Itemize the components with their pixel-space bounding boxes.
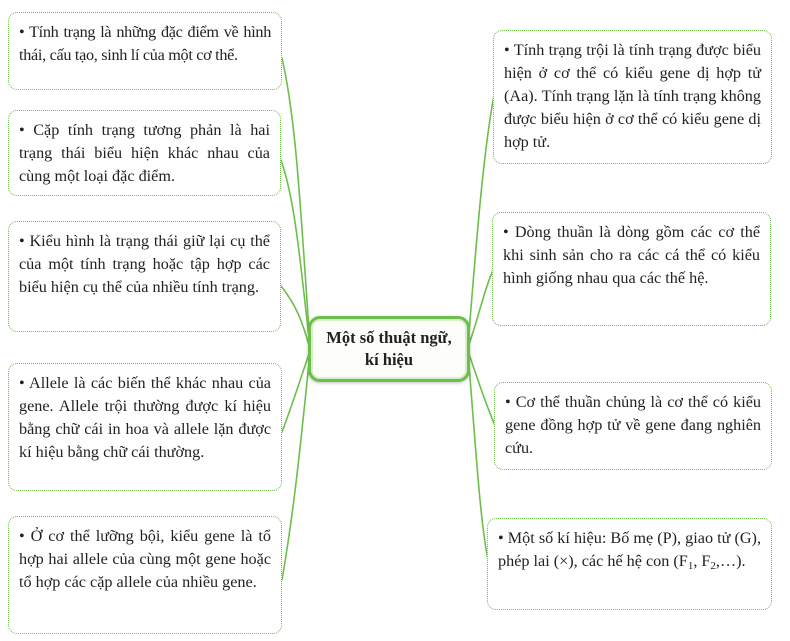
term-box-genotype bbox=[8, 516, 282, 634]
central-topic-line2: kí hiệu bbox=[364, 350, 414, 369]
symbols-sub-1: 1 bbox=[687, 560, 694, 572]
connector-left-1 bbox=[282, 58, 310, 345]
term-text-phenotype: • Kiểu hình là trạng thái giữ lại cụ thể của một tính trạng hoặc tập hợp các biểu hiện cụ thể của nhiều tính trạng. bbox=[19, 232, 270, 296]
term-box-symbols bbox=[487, 518, 772, 610]
symbols-text-end: ,…). bbox=[715, 552, 746, 570]
connector-right-3 bbox=[468, 351, 496, 428]
term-text-symbols bbox=[498, 527, 761, 573]
symbols-text-mid: , F bbox=[693, 552, 711, 570]
central-topic bbox=[308, 316, 470, 382]
term-text-purebred: • Cơ thể thuần chủng là cơ thể có kiểu gene đồng hợp tử về gene đang nghiên cứu. bbox=[505, 393, 761, 457]
term-box-pure-line bbox=[492, 212, 771, 326]
symbols-sub-2: 2 bbox=[710, 560, 716, 572]
central-topic-line1: Một số thuật ngữ, bbox=[326, 328, 452, 347]
term-text-allele: • Allele là các biến thể khác nhau của gene. Allele trội thường được kí hiệu bằng chữ cái in hoa và allele lặn được kí hiệu bằng chữ cái thường. bbox=[19, 374, 271, 461]
symbols-text-main: • Một số kí hiệu: Bố mẹ (P), giao tử (G), phép lai (×), các hế hệ con (F bbox=[498, 529, 761, 570]
term-box-contrasting-traits bbox=[8, 110, 281, 196]
connector-left-3 bbox=[281, 286, 310, 349]
connector-left-5 bbox=[282, 353, 310, 580]
term-text-contrasting-traits: • Cặp tính trạng tương phản là hai trạng thái biểu hiện khác nhau của cùng một loại đặc điểm. bbox=[19, 121, 270, 185]
term-box-trait bbox=[8, 12, 282, 90]
term-text-genotype: • Ở cơ thể lưỡng bội, kiểu gene là tổ hợp hai allele của cùng một gene hoặc tổ hợp các cặp allele của nhiều gene. bbox=[19, 527, 271, 591]
connector-right-4 bbox=[468, 353, 488, 560]
term-text-dominant-recessive: • Tính trạng trội là tính trạng được biểu hiện ở cơ thể có kiểu gene dị hợp tử (Aa). Tính trạng lặn là tính trạng không được biểu hiện ở cơ thể có kiểu gene dị hợp tử. bbox=[504, 41, 761, 151]
term-text-pure-line: • Dòng thuần là dòng gồm các cơ thể khi sinh sản cho ra các cá thể có kiểu hình giống nhau qua các thế hệ. bbox=[503, 223, 760, 287]
term-box-purebred bbox=[494, 382, 772, 470]
term-box-phenotype bbox=[8, 221, 281, 332]
connector-left-2 bbox=[281, 160, 310, 347]
term-box-dominant-recessive bbox=[493, 30, 772, 164]
term-text-trait: • Tính trạng là những đặc điểm về hình thái, cấu tạo, sinh lí của một cơ thể. bbox=[19, 23, 271, 64]
term-box-allele bbox=[8, 363, 282, 491]
